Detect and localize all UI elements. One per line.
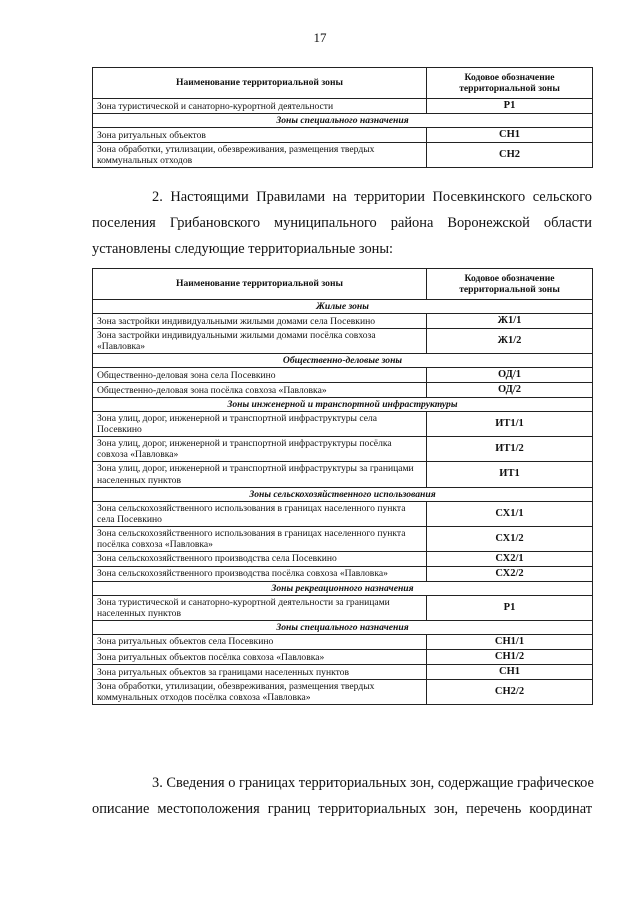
section-title: Зоны специального назначения — [93, 620, 593, 634]
zone-code-cell: Р1 — [427, 595, 593, 620]
paragraph-line: 2. Настоящими Правилами на территории Посевкинского сельского — [152, 189, 592, 205]
zone-name-cell: Зона застройки индивидуальными жилыми домами посёлка совхоза «Павловка» — [93, 329, 427, 354]
zone-code-cell: Р1 — [427, 99, 593, 114]
zone-name-cell: Зона туристической и санаторно-курортной деятельности — [93, 99, 427, 114]
zone-code-cell: ОД/2 — [427, 383, 593, 398]
section-title: Жилые зоны — [93, 300, 593, 314]
table-row — [93, 650, 593, 665]
zone-code-cell: СН1/2 — [427, 650, 593, 665]
zone-code-cell: СН1 — [427, 128, 593, 143]
zone-name-cell: Зона ритуальных объектов посёлка совхоза «Павловка» — [93, 650, 427, 665]
section-row — [93, 581, 593, 595]
zone-name-cell: Зона застройки индивидуальными жилыми домами села Посевкино — [93, 314, 427, 329]
zone-name-cell: Общественно-деловая зона посёлка совхоза «Павловка» — [93, 383, 427, 398]
section-row — [93, 398, 593, 412]
table-row — [93, 462, 593, 487]
table-row — [93, 437, 593, 462]
zone-name-cell: Зона улиц, дорог, инженерной и транспортной инфраструктуры за границами населенных пунктов — [93, 462, 427, 487]
table-row — [93, 412, 593, 437]
zone-name-cell: Зона улиц, дорог, инженерной и транспортной инфраструктуры села Посевкино — [93, 412, 427, 437]
section-title: Зоны инженерной и транспортной инфраструктуры — [93, 398, 593, 412]
table-row — [93, 143, 593, 168]
paragraph-line: поселения Грибановского муниципального района Воронежской области — [92, 215, 592, 231]
zone-name-cell: Зона сельскохозяйственного производства посёлка совхоза «Павловка» — [93, 566, 427, 581]
table-row — [93, 634, 593, 649]
section-row — [93, 354, 593, 368]
zones-table-1 — [92, 67, 593, 168]
zones-table-1-body — [93, 68, 593, 168]
paragraph-line: установлены следующие территориальные зоны: — [92, 241, 394, 257]
table-row — [93, 368, 593, 383]
paragraph-2 — [92, 184, 592, 262]
section-title: Общественно-деловые зоны — [93, 354, 593, 368]
zone-code-cell: СХ2/1 — [427, 551, 593, 566]
table-row — [93, 526, 593, 551]
header-zone-code: Кодовое обозначение территориальной зоны — [427, 68, 593, 99]
zone-code-cell: СХ1/1 — [427, 501, 593, 526]
page-number: 17 — [313, 30, 327, 45]
header-zone-name: Наименование территориальной зоны — [93, 68, 427, 99]
zone-name-cell: Зона улиц, дорог, инженерной и транспортной инфраструктуры посёлка совхоза «Павловка» — [93, 437, 427, 462]
section-title: Зоны специального назначения — [93, 114, 593, 128]
paragraph-line: описание местоположения границ территориальных зон, перечень координат — [92, 801, 592, 817]
paragraph-line: 3. Сведения о границах территориальных зон, содержащие графическое — [152, 775, 594, 791]
header-zone-name: Наименование территориальной зоны — [93, 269, 427, 300]
table-row — [93, 329, 593, 354]
zone-code-cell: СН2 — [427, 143, 593, 168]
zone-code-cell: СН2/2 — [427, 680, 593, 705]
zones-table-2 — [92, 268, 593, 705]
zone-name-cell: Зона обработки, утилизации, обезвреживания, размещения твердых коммунальных отходов — [93, 143, 427, 168]
zone-code-cell: Ж1/1 — [427, 314, 593, 329]
zone-code-cell: Ж1/2 — [427, 329, 593, 354]
table-row — [93, 128, 593, 143]
section-row — [93, 620, 593, 634]
zones-table-2-body — [93, 269, 593, 705]
table-row — [93, 501, 593, 526]
table-header-row — [93, 68, 593, 99]
zone-code-cell: СХ2/2 — [427, 566, 593, 581]
zone-name-cell: Зона сельскохозяйственного использования в границах населенного пункта села Посевкино — [93, 501, 427, 526]
zone-code-cell: ИТ1/1 — [427, 412, 593, 437]
zone-name-cell: Зона сельскохозяйственного производства села Посевкино — [93, 551, 427, 566]
zone-code-cell: ИТ1/2 — [427, 437, 593, 462]
zone-code-cell: СХ1/2 — [427, 526, 593, 551]
paragraph-3 — [92, 770, 592, 822]
table-row — [93, 383, 593, 398]
table-row — [93, 314, 593, 329]
table-row — [93, 99, 593, 114]
zone-code-cell: СН1/1 — [427, 634, 593, 649]
zone-name-cell: Общественно-деловая зона села Посевкино — [93, 368, 427, 383]
table-row — [93, 665, 593, 680]
zone-name-cell: Зона обработки, утилизации, обезвреживания, размещения твердых коммунальных отходов посёлка совхоза «Павловка» — [93, 680, 427, 705]
header-zone-code: Кодовое обозначение территориальной зоны — [427, 269, 593, 300]
section-title: Зоны рекреационного назначения — [93, 581, 593, 595]
zone-name-cell: Зона ритуальных объектов села Посевкино — [93, 634, 427, 649]
section-row — [93, 114, 593, 128]
table-row — [93, 680, 593, 705]
zone-name-cell: Зона ритуальных объектов — [93, 128, 427, 143]
section-title: Зоны сельскохозяйственного использования — [93, 487, 593, 501]
section-row — [93, 300, 593, 314]
zone-name-cell: Зона сельскохозяйственного использования в границах населенного пункта посёлка совхоза «Павловка» — [93, 526, 427, 551]
zone-code-cell: ИТ1 — [427, 462, 593, 487]
table-row — [93, 595, 593, 620]
zone-name-cell: Зона ритуальных объектов за границами населенных пунктов — [93, 665, 427, 680]
table-header-row — [93, 269, 593, 300]
section-row — [93, 487, 593, 501]
zone-code-cell: ОД/1 — [427, 368, 593, 383]
zone-code-cell: СН1 — [427, 665, 593, 680]
table-row — [93, 551, 593, 566]
table-row — [93, 566, 593, 581]
zone-name-cell: Зона туристической и санаторно-курортной деятельности за границами населенных пунктов — [93, 595, 427, 620]
